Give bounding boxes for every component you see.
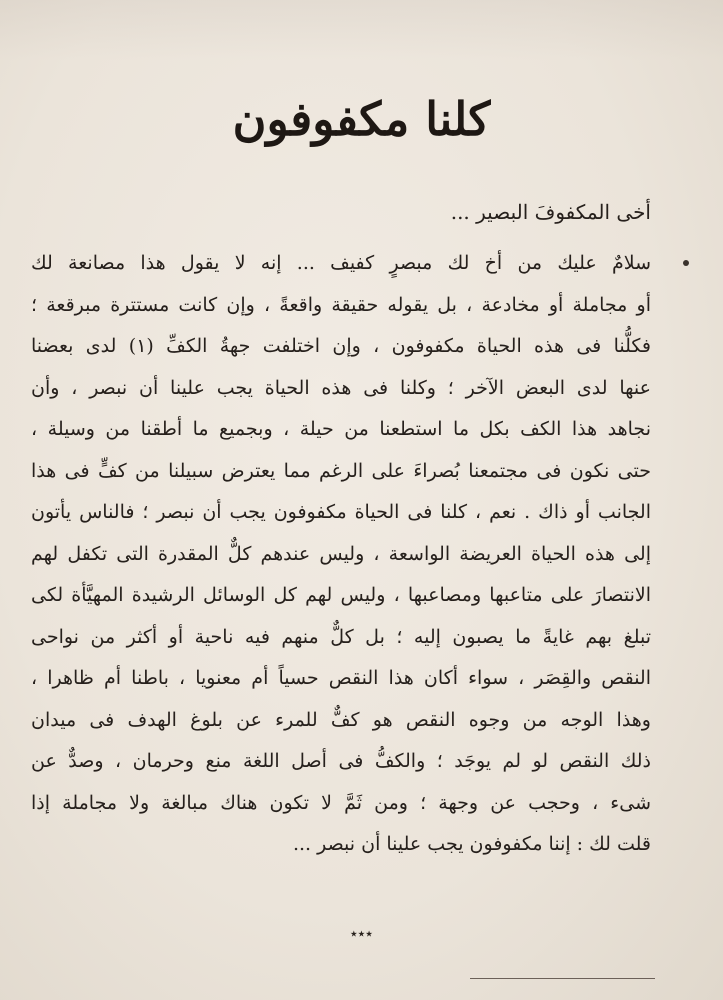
text-line: سلامٌ عليك من أخ لك مبصرٍ كفيف ... إنه لا يقول هذا مصانعة لك [31,252,651,274]
text-line: عنها لدى البعض الآخر ؛ وكلنا فى هذه الحياة يجب علينا أن نبصر ، وأن [31,376,651,399]
text-line: تبلغ بهم غايةً ما يصبون إليه ؛ بل كلٌّ منهم فيه ناحية أو أكثر من نواحى [31,625,651,648]
text-line: أو مجاملة أو مخادعة ، بل يقوله حقيقة واقعةً ، وإن كانت مستترة مبرقعة ؛ [31,293,651,316]
text-line: وهذا الوجه من وجوه النقص هو كفٌّ للمرء عن بلوغ الهدف فى ميدان [31,708,651,731]
text-line: الانتصارَ على متاعبها ومصاعبها ، وليس لهم كل الوسائل الرشيدة المهيَّأة لكى [31,584,651,606]
text-line: حتى نكون فى مجتمعنا بُصراءَ على الرغم مما يعترض سبيلنا من كفٍّ فى هذا [31,459,651,482]
salutation: أخى المكفوفَ البصير ... [450,200,651,224]
text-line: الجانب أو ذاك . نعم ، كلنا فى الحياة مكفوفون يجب أن نبصر ؛ فالناس يأتون [31,501,651,523]
text-line: إلى هذه الحياة العريضة الواسعة ، وليس عندهم كلٌّ المقدرة التى تكفل لهم [31,542,651,565]
text-line: قلت لك : إننا مكفوفون يجب علينا أن نبصر ... [292,833,651,855]
footnote-rule [470,978,655,979]
body-text [31,243,651,866]
section-break-stars: ٭٭٭ [350,926,373,942]
text-line: فكلُّنا فى هذه الحياة مكفوفون ، وإن اختلفت جهةُ الكفِّ (١) لدى بعضنا [31,335,651,357]
previous-page-bleed-through [0,0,723,60]
chapter-title: كلنا مكفوفون [232,92,491,146]
text-line: شىء ، وحجب عن وجهة ؛ ومن ثَمَّ لا تكون هناك مبالغة ولا مجاملة إذا [31,791,651,814]
text-line: النقص والقِصَر ، سواء أكان هذا النقص حسياً أم معنويا ، باطنا أم ظاهرا ، [31,667,651,689]
text-line: ذلك النقص لو لم يوجَد ؛ والكفُّ فى أصل اللغة منع وحرمان ، وصدٌّ عن [31,750,651,772]
margin-dot-mark [683,260,689,266]
text-line: نجاهد هذا الكف بكل ما استطعنا من حيلة ، وبجميع ما أطقنا من وسيلة ، [31,418,651,440]
